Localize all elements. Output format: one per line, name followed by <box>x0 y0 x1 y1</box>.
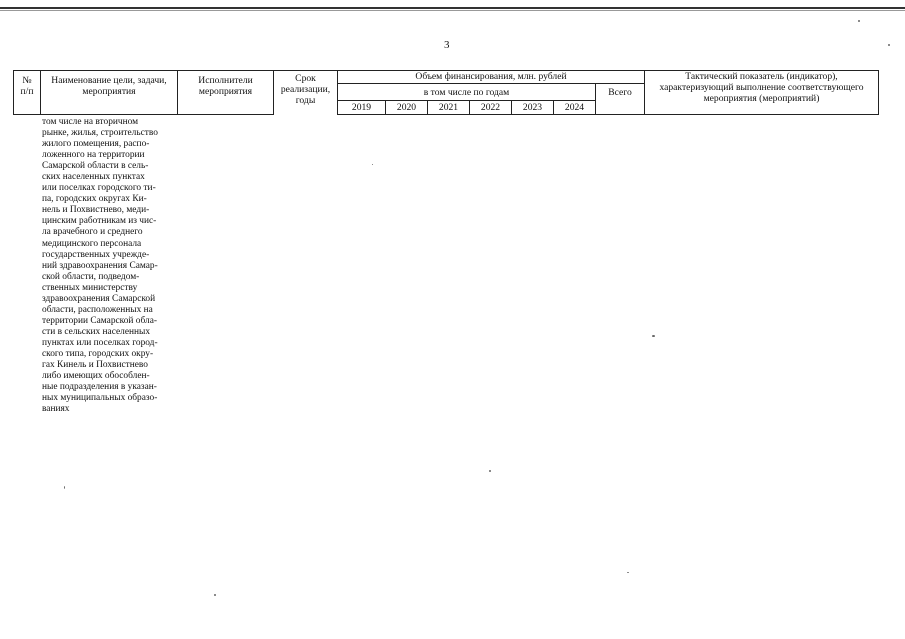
table-bottom-border-left <box>13 114 273 115</box>
scan-speck <box>372 164 373 165</box>
years-row-rule <box>337 100 595 101</box>
year-cell: 2022 <box>480 102 501 113</box>
scan-speck <box>627 572 629 573</box>
header-executors: Исполнители мероприятия <box>198 75 253 97</box>
scan-speck <box>888 44 890 46</box>
year-cell: 2021 <box>438 102 459 113</box>
header-financing: Объем финансирования, млн. рублей <box>415 71 567 82</box>
page-number: 3 <box>444 39 450 51</box>
top-rule-secondary <box>0 10 905 11</box>
scan-speck <box>489 470 491 472</box>
header-by-years: в том числе по годам <box>423 87 510 98</box>
scan-speck <box>652 335 655 337</box>
scan-speck <box>64 486 65 489</box>
table-right-border <box>878 70 879 115</box>
year-cell: 2020 <box>396 102 417 113</box>
table-header <box>13 70 879 116</box>
scan-speck <box>858 20 860 22</box>
year-cell: 2019 <box>351 102 372 113</box>
header-indicator: Тактический показатель (индикатор), характеризующий выполнение соответствующего мероприятия (мероприятий) <box>659 71 864 104</box>
financing-subheader-rule <box>337 83 644 84</box>
header-number: № п/п <box>20 75 34 97</box>
year-cell: 2023 <box>522 102 543 113</box>
scan-speck <box>214 594 216 596</box>
header-total: Всего <box>608 87 632 98</box>
table-bottom-border-right <box>337 114 879 115</box>
header-name: Наименование цели, задачи, мероприятия <box>51 75 167 97</box>
measure-description: том числе на вторичном рынке, жилья, строительство жилого помещения, распо- ложенного на территории Самарской области в сель- ских населенных пунктах или поселках городского ти- па, городских округах Ки- нель и Похвистнево, меди- цинским работникам из чис- ла врачебного и среднего медицинского персонала государственных учрежде- ний здравоохранения Самар- ской области, подведом- ственных министерству здравоохранения Самарской области, расположенных на территории Самарской обла- сти в сельских населенных пунктах или поселках город- ского типа, городских окру- гах Кинель и Похвистнево либо имеющих обособлен- ные подразделения в указан- ных муниципальных образо- ваниях <box>42 117 158 415</box>
year-cell: 2024 <box>564 102 585 113</box>
header-term: Срок реализации, годы <box>280 73 331 106</box>
top-rule <box>0 7 905 9</box>
